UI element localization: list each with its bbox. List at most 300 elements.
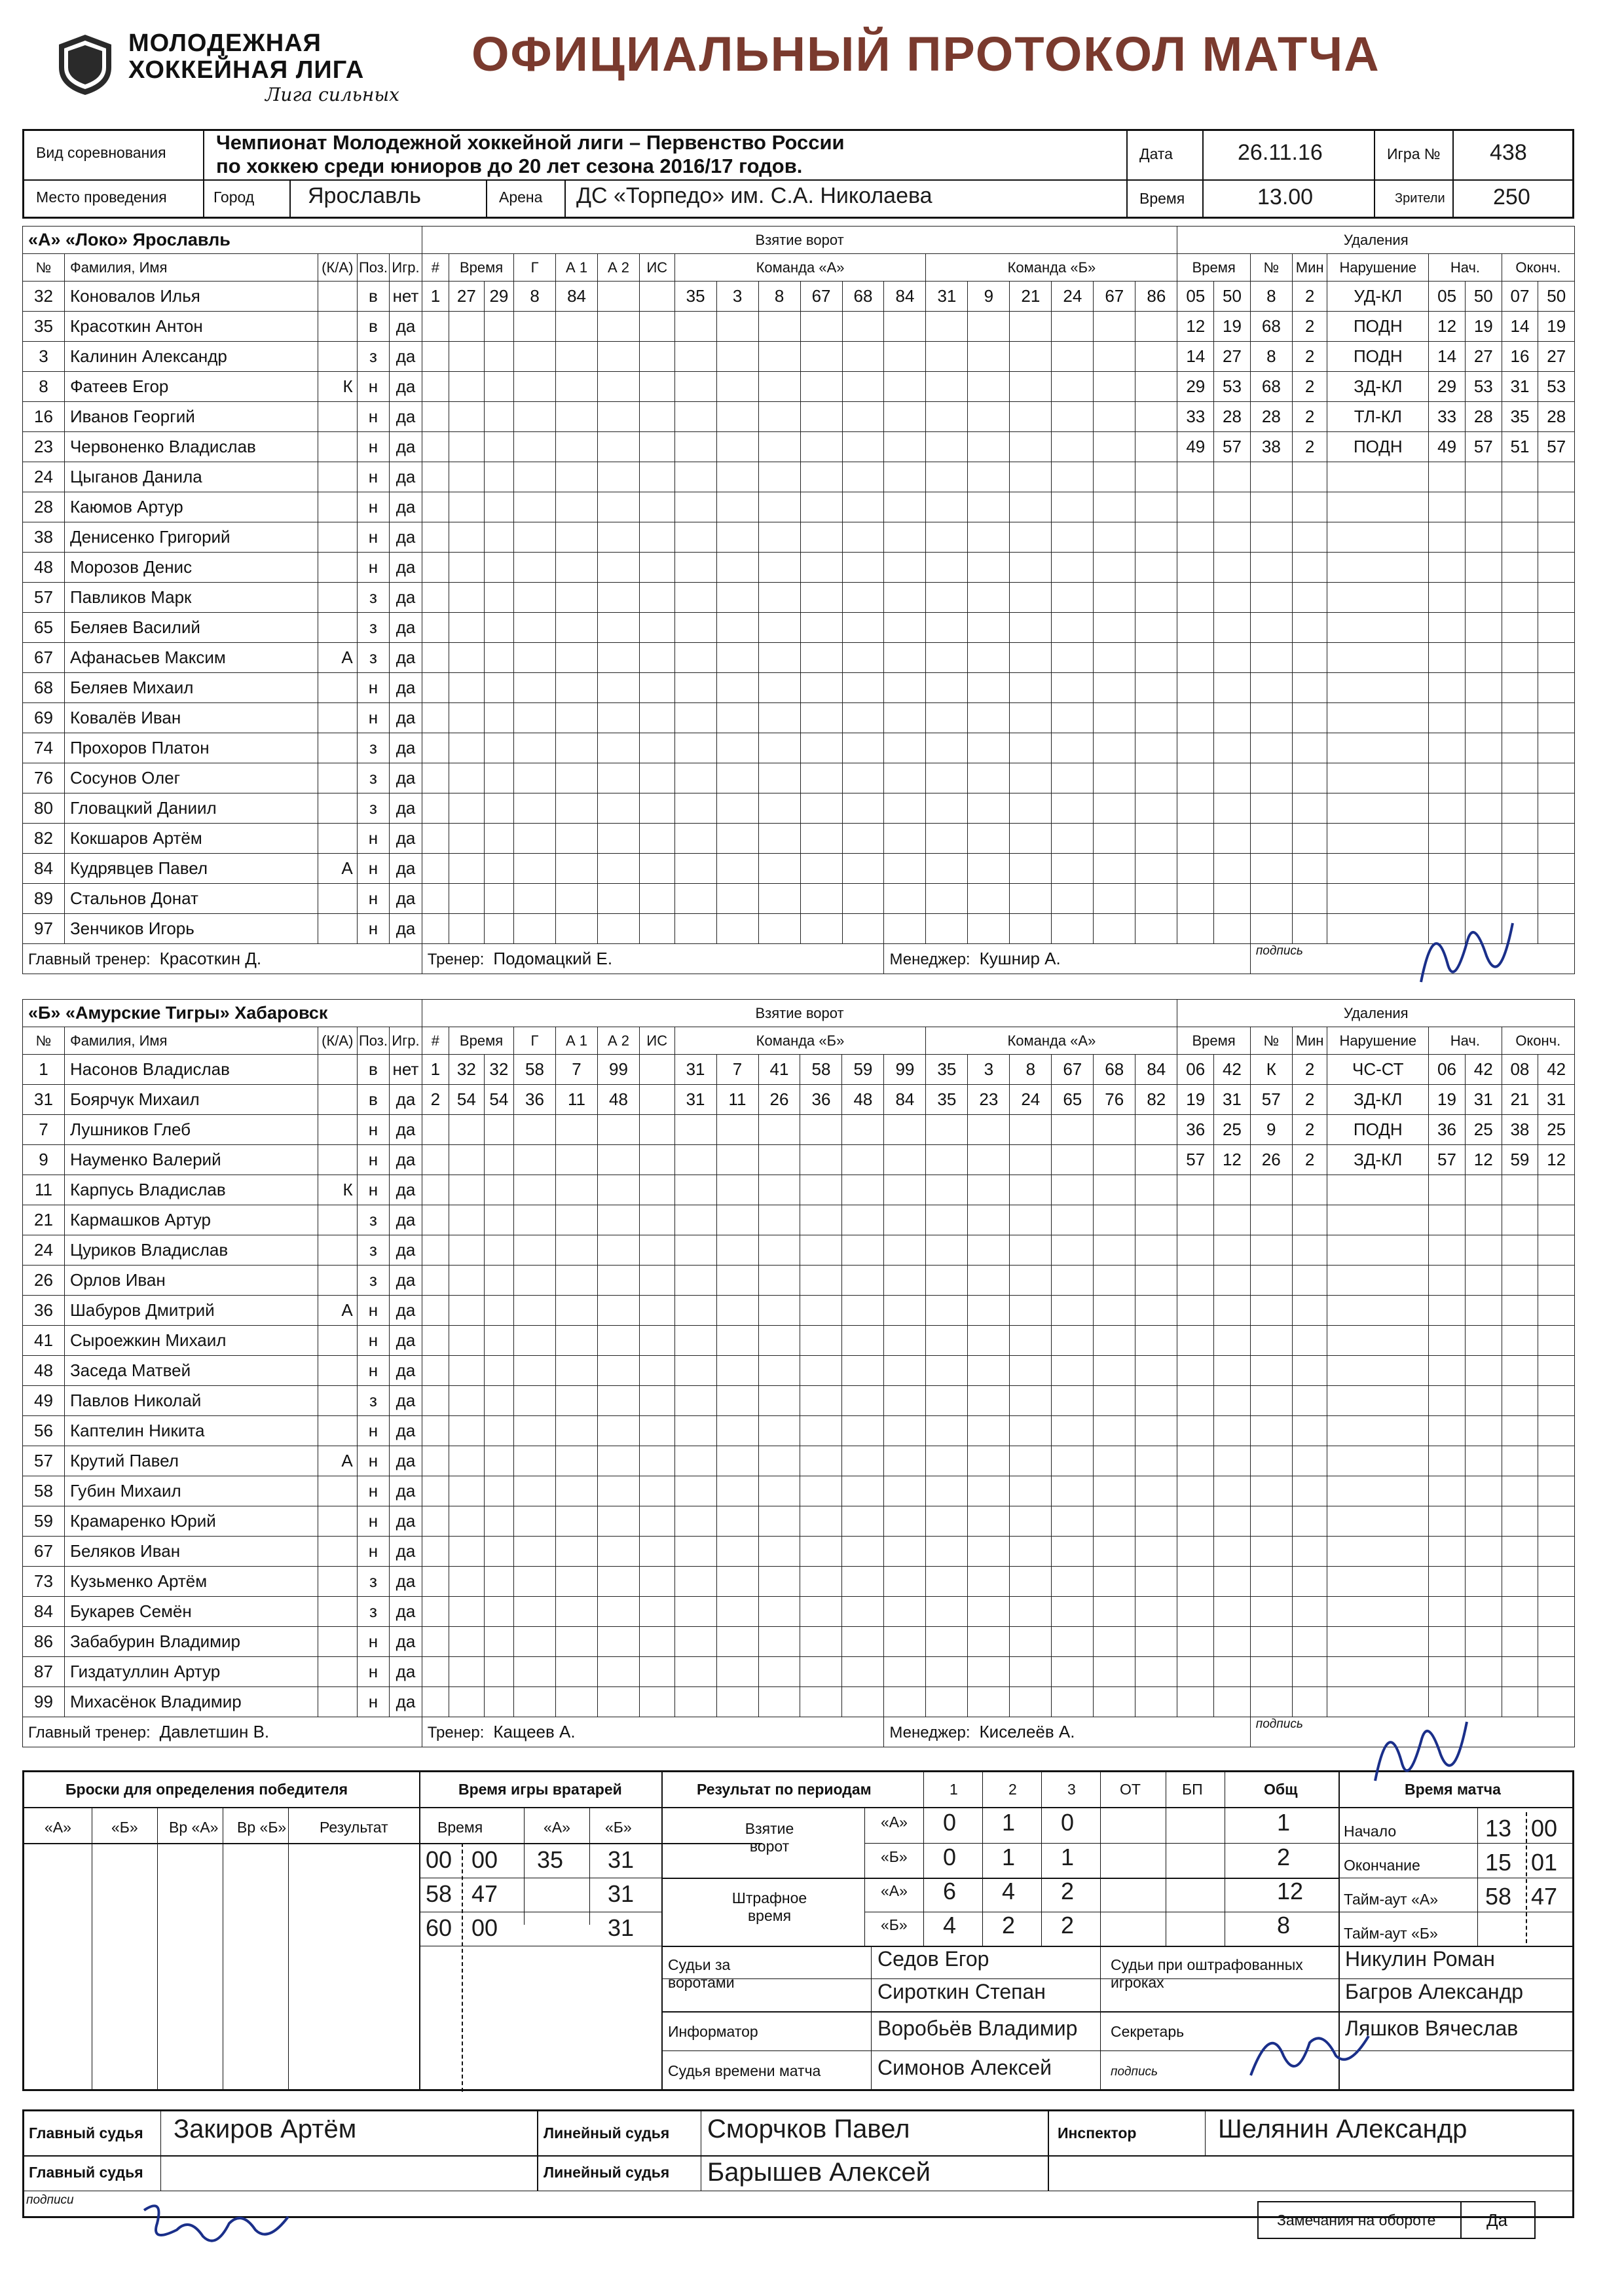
player-played: да [390, 1205, 422, 1235]
goal-second [484, 613, 513, 643]
goal-number: 2 [422, 1085, 449, 1115]
org-name-line1: МОЛОДЕЖНАЯ [128, 29, 322, 57]
period-value: 2 [1002, 1912, 1016, 1939]
player-position: н [357, 1175, 390, 1205]
penalty-end-min [1502, 553, 1538, 583]
col-name: Фамилия, Имя [64, 1027, 318, 1055]
on-ice-own [884, 1627, 926, 1657]
on-ice-opp [1010, 1657, 1052, 1687]
col-on-ice-opp: Команда «А» [926, 1027, 1177, 1055]
goal-minute [449, 1446, 485, 1476]
coach-cell [422, 1717, 884, 1747]
on-ice-opp [1094, 763, 1135, 793]
on-ice-opp [1052, 583, 1094, 613]
on-ice-opp [1052, 1657, 1094, 1687]
col-ka: (К/А) [318, 254, 357, 282]
penalty-player: 8 [1250, 342, 1292, 372]
on-ice-opp [926, 673, 968, 703]
period-value: 1 [1061, 1844, 1075, 1870]
penalty-violation [1327, 1627, 1429, 1657]
goal-second: 54 [484, 1085, 513, 1115]
player-position: н [357, 553, 390, 583]
goal-situation [640, 673, 675, 703]
on-ice-opp [968, 1296, 1010, 1326]
goal-scorer [514, 1657, 556, 1687]
coach-label: Тренер: [427, 951, 485, 968]
on-ice-own [716, 1145, 758, 1175]
on-ice-own [884, 1145, 926, 1175]
penalty-start-min [1429, 1416, 1466, 1446]
on-ice-own: 84 [884, 282, 926, 312]
on-ice-own [884, 342, 926, 372]
on-ice-opp [1135, 1446, 1177, 1476]
goal-second [484, 1115, 513, 1145]
on-ice-own [884, 372, 926, 402]
competition-line2: по хоккею среди юниоров до 20 лет сезона 2016/17 годов. [216, 155, 803, 177]
on-ice-opp [1094, 1326, 1135, 1356]
player-played: да [390, 1446, 422, 1476]
on-ice-opp [1094, 1537, 1135, 1567]
col-num: № [23, 1027, 65, 1055]
penalty-violation [1327, 1296, 1429, 1326]
penalty-end-sec [1538, 703, 1575, 733]
on-ice-opp [1010, 1296, 1052, 1326]
remarks-label: Замечания на обороте [1277, 2212, 1436, 2229]
on-ice-own [674, 613, 716, 643]
on-ice-opp [968, 492, 1010, 522]
player-position: н [357, 1356, 390, 1386]
penalty-judge-1: Никулин Роман [1345, 1947, 1495, 1971]
penalty-end-sec [1538, 1235, 1575, 1266]
goal-scorer: 8 [514, 282, 556, 312]
goal-number [422, 462, 449, 492]
team-b-coach-signature [1362, 1702, 1480, 1800]
goal-second [484, 824, 513, 854]
on-ice-opp [1010, 402, 1052, 432]
on-ice-own [674, 643, 716, 673]
goal-second [484, 402, 513, 432]
goal-situation [640, 854, 675, 884]
goals-header: Взятие ворот [422, 227, 1177, 254]
goal-situation [640, 462, 675, 492]
goal-second: 32 [484, 1055, 513, 1085]
goal-assist-2 [598, 553, 640, 583]
on-ice-opp [1135, 703, 1177, 733]
player-number: 65 [23, 613, 65, 643]
on-ice-opp: 23 [968, 1085, 1010, 1115]
on-ice-own [674, 1266, 716, 1296]
player-name: Стальнов Донат [64, 884, 318, 914]
goal-second [484, 1597, 513, 1627]
penalty-end-min [1502, 1175, 1538, 1205]
period-total: 8 [1277, 1912, 1291, 1939]
goal-assist-2 [598, 854, 640, 884]
goal-number [422, 372, 449, 402]
goal-number [422, 1386, 449, 1416]
player-position: з [357, 1597, 390, 1627]
penalty-minute [1177, 1356, 1214, 1386]
goal-situation [639, 1326, 674, 1356]
penalty-end-sec [1538, 884, 1575, 914]
player-row [23, 402, 1575, 432]
goal-number [422, 492, 449, 522]
on-ice-own [842, 1296, 884, 1326]
player-row [23, 1416, 1575, 1446]
on-ice-own [758, 763, 800, 793]
period-value: 4 [943, 1912, 957, 1939]
on-ice-own [674, 1386, 716, 1416]
penalty-start-sec [1465, 1597, 1502, 1627]
on-ice-opp [926, 613, 968, 643]
goal-scorer [514, 733, 556, 763]
on-ice-own [758, 372, 800, 402]
penalty-start-sec: 53 [1465, 372, 1502, 402]
player-role [318, 492, 357, 522]
penalty-start-sec [1465, 1416, 1502, 1446]
on-ice-opp [968, 733, 1010, 763]
on-ice-own: 67 [800, 282, 842, 312]
penalty-start-sec [1465, 492, 1502, 522]
penalty-minutes [1292, 914, 1327, 944]
on-ice-own [716, 1687, 758, 1717]
org-name-line2: ХОККЕЙНАЯ ЛИГА [128, 56, 365, 84]
penalty-player [1250, 824, 1292, 854]
player-played: да [390, 1356, 422, 1386]
on-ice-opp [968, 583, 1010, 613]
goal-scorer [514, 824, 556, 854]
player-position: н [357, 703, 390, 733]
penalty-end-min [1502, 1356, 1538, 1386]
penalty-player [1250, 583, 1292, 613]
on-ice-own [674, 914, 716, 944]
on-ice-own: 31 [674, 1055, 716, 1085]
goal-minute [449, 673, 485, 703]
penalty-second [1214, 824, 1251, 854]
on-ice-own: 68 [842, 282, 884, 312]
gk-row2-mm: 58 [426, 1880, 452, 1907]
goal-assist-1 [556, 1386, 598, 1416]
goal-situation [639, 1235, 674, 1266]
player-position: н [357, 1537, 390, 1567]
on-ice-own [716, 1537, 758, 1567]
on-ice-opp [926, 1476, 968, 1506]
goal-scorer [514, 492, 556, 522]
player-name: Боярчук Михаил [64, 1085, 318, 1115]
goal-situation [639, 1567, 674, 1597]
goal-minute [449, 1386, 485, 1416]
player-name: Лушников Глеб [64, 1115, 318, 1145]
penalty-violation [1327, 824, 1429, 854]
player-played: да [390, 884, 422, 914]
goal-number [422, 1145, 449, 1175]
goal-number [422, 854, 449, 884]
on-ice-opp [1052, 1597, 1094, 1627]
on-ice-opp [1135, 492, 1177, 522]
on-ice-own: 84 [884, 1085, 926, 1115]
period-row-team: «Б» [881, 1848, 908, 1865]
goal-number [422, 824, 449, 854]
on-ice-opp [1135, 1687, 1177, 1717]
goal-minute [449, 1537, 485, 1567]
on-ice-opp [1094, 1205, 1135, 1235]
col-pen-time: Время [1177, 254, 1250, 282]
on-ice-own [800, 824, 842, 854]
player-role [318, 282, 357, 312]
col-pos: Поз. [357, 254, 390, 282]
on-ice-opp [926, 1205, 968, 1235]
goal-minute [449, 763, 485, 793]
penalty-player [1250, 1356, 1292, 1386]
penalty-start-min [1429, 1476, 1466, 1506]
arena-label: Арена [499, 189, 543, 206]
player-played: да [390, 1657, 422, 1687]
period-col-bp: БП [1182, 1781, 1203, 1798]
on-ice-own [674, 522, 716, 553]
on-ice-opp [968, 763, 1010, 793]
on-ice-opp [1010, 1446, 1052, 1476]
goal-situation [639, 1296, 674, 1326]
penalty-minute [1177, 1296, 1214, 1326]
referee-label-2: Главный судья [29, 2164, 143, 2181]
on-ice-own [716, 613, 758, 643]
player-row [23, 432, 1575, 462]
on-ice-opp [926, 763, 968, 793]
player-played: нет [390, 282, 422, 312]
player-played: да [390, 703, 422, 733]
on-ice-opp [1135, 613, 1177, 643]
goal-minute [449, 462, 485, 492]
player-played: да [390, 583, 422, 613]
on-ice-own [716, 854, 758, 884]
linesman-2: Барышев Алексей [707, 2158, 931, 2187]
goal-scorer [514, 1506, 556, 1537]
on-ice-own [674, 824, 716, 854]
on-ice-opp [968, 1537, 1010, 1567]
on-ice-own [884, 1657, 926, 1687]
on-ice-own [758, 703, 800, 733]
manager-cell [884, 1717, 1250, 1747]
player-position: н [357, 372, 390, 402]
penalty-end-min [1502, 1205, 1538, 1235]
goal-situation [639, 1055, 674, 1085]
period-value: 1 [1002, 1809, 1016, 1836]
goal-second [484, 763, 513, 793]
penalty-minutes [1292, 1537, 1327, 1567]
goal-scorer [514, 1627, 556, 1657]
shootout-col: «А» [45, 1819, 71, 1836]
on-ice-own [842, 1205, 884, 1235]
goal-assist-2 [597, 1627, 639, 1657]
goal-scorer [514, 553, 556, 583]
on-ice-opp [1052, 1175, 1094, 1205]
on-ice-opp: 3 [968, 1055, 1010, 1085]
period-row-team: «А» [881, 1813, 908, 1831]
penalty-end-min [1502, 1567, 1538, 1597]
goal-scorer [514, 372, 556, 402]
on-ice-own [716, 342, 758, 372]
on-ice-opp [1052, 1476, 1094, 1506]
penalty-player [1250, 793, 1292, 824]
penalty-second [1214, 462, 1251, 492]
goal-assist-1 [556, 553, 598, 583]
penalty-minutes [1292, 583, 1327, 613]
penalty-player [1250, 1386, 1292, 1416]
goal-number [422, 914, 449, 944]
player-position: в [357, 1085, 390, 1115]
on-ice-opp [968, 854, 1010, 884]
penalty-minutes [1292, 1175, 1327, 1205]
goal-assist-2: 99 [597, 1055, 639, 1085]
player-played: да [390, 1537, 422, 1567]
end-m: 01 [1531, 1849, 1558, 1876]
goal-assist-1: 11 [556, 1085, 598, 1115]
penalty-end-sec [1538, 1597, 1575, 1627]
on-ice-own [716, 1205, 758, 1235]
penalty-minutes [1292, 1386, 1327, 1416]
penalty-start-min [1429, 1567, 1466, 1597]
penalty-start-sec [1465, 1657, 1502, 1687]
on-ice-opp [1010, 583, 1052, 613]
goal-situation [639, 1506, 674, 1537]
goal-minute: 27 [449, 282, 485, 312]
player-name: Красоткин Антон [64, 312, 318, 342]
on-ice-opp: 86 [1135, 282, 1177, 312]
penalty-start-min: 29 [1429, 372, 1466, 402]
penalty-end-sec [1538, 854, 1575, 884]
team-title: «А» «Локо» Ярославль [23, 227, 422, 254]
penalty-player [1250, 763, 1292, 793]
goal-assist-2 [597, 1145, 639, 1175]
player-role [318, 1476, 357, 1506]
player-role [318, 1055, 357, 1085]
penalty-violation [1327, 553, 1429, 583]
goal-number [422, 1687, 449, 1717]
goal-scorer [514, 1567, 556, 1597]
player-role [318, 1506, 357, 1537]
col-a1: А 1 [556, 1027, 598, 1055]
player-name: Иванов Георгий [64, 402, 318, 432]
on-ice-own [716, 1356, 758, 1386]
on-ice-opp [968, 1205, 1010, 1235]
on-ice-own [842, 402, 884, 432]
start-h: 13 [1485, 1815, 1512, 1842]
player-role [318, 342, 357, 372]
player-played: да [390, 1145, 422, 1175]
penalty-minutes [1292, 824, 1327, 854]
on-ice-own [800, 1175, 842, 1205]
goal-assist-2 [598, 522, 640, 553]
penalty-second: 31 [1214, 1085, 1251, 1115]
on-ice-opp: 68 [1094, 1055, 1135, 1085]
goal-number [422, 402, 449, 432]
on-ice-opp [926, 1506, 968, 1537]
on-ice-opp [1010, 553, 1052, 583]
on-ice-opp [926, 703, 968, 733]
on-ice-own [674, 1657, 716, 1687]
player-name: Кузьменко Артём [64, 1567, 318, 1597]
on-ice-own [884, 1506, 926, 1537]
on-ice-opp [968, 793, 1010, 824]
penalty-minute [1177, 462, 1214, 492]
on-ice-own [884, 1416, 926, 1446]
player-row [23, 733, 1575, 763]
on-ice-own [716, 824, 758, 854]
penalty-player: 9 [1250, 1115, 1292, 1145]
player-role: К [318, 372, 357, 402]
player-row [23, 703, 1575, 733]
on-ice-opp [1094, 1145, 1135, 1175]
player-position: з [357, 733, 390, 763]
penalty-player [1250, 643, 1292, 673]
on-ice-own [758, 613, 800, 643]
on-ice-opp [1052, 854, 1094, 884]
player-row [23, 372, 1575, 402]
on-ice-opp [1010, 793, 1052, 824]
on-ice-opp: 82 [1135, 1085, 1177, 1115]
penalty-end-min: 35 [1502, 402, 1538, 432]
col-a1: А 1 [556, 254, 598, 282]
on-ice-opp [1135, 854, 1177, 884]
penalty-second [1214, 1597, 1251, 1627]
penalty-player: 68 [1250, 372, 1292, 402]
player-name: Шабуров Дмитрий [64, 1296, 318, 1326]
match-date: 26.11.16 [1238, 140, 1323, 165]
on-ice-opp [968, 1506, 1010, 1537]
player-played: да [390, 763, 422, 793]
goal-second [484, 522, 513, 553]
on-ice-own [884, 854, 926, 884]
goal-assist-1 [556, 643, 598, 673]
on-ice-own [800, 402, 842, 432]
penalty-start-min [1429, 1205, 1466, 1235]
on-ice-own [884, 312, 926, 342]
on-ice-own: 26 [758, 1085, 800, 1115]
penalty-end-min [1502, 1266, 1538, 1296]
goal-scorer: 36 [514, 1085, 556, 1115]
on-ice-own [884, 492, 926, 522]
penalty-minute [1177, 1476, 1214, 1506]
goal-minute [449, 613, 485, 643]
on-ice-opp [1010, 1235, 1052, 1266]
player-name: Каюмов Артур [64, 492, 318, 522]
goal-situation [640, 402, 675, 432]
goal-assist-1 [556, 1657, 598, 1687]
penalty-violation [1327, 673, 1429, 703]
on-ice-opp [968, 1567, 1010, 1597]
penalty-second [1214, 1476, 1251, 1506]
on-ice-own [800, 1296, 842, 1326]
on-ice-opp [1135, 372, 1177, 402]
player-role [318, 1205, 357, 1235]
on-ice-opp [968, 1476, 1010, 1506]
penalty-second [1214, 583, 1251, 613]
player-number: 84 [23, 854, 65, 884]
goal-assist-1 [556, 312, 598, 342]
penalty-start-min [1429, 492, 1466, 522]
on-ice-opp [1010, 613, 1052, 643]
on-ice-opp [968, 1657, 1010, 1687]
goal-scorer [514, 1175, 556, 1205]
on-ice-own [884, 1296, 926, 1326]
goal-scorer: 58 [514, 1055, 556, 1085]
period-total: 2 [1277, 1844, 1291, 1870]
goal-minute [449, 1687, 485, 1717]
player-number: 76 [23, 763, 65, 793]
shootout-col: «Б» [111, 1819, 138, 1836]
penalty-player: К [1250, 1055, 1292, 1085]
penalty-violation: ПОДН [1327, 1115, 1429, 1145]
penalty-second [1214, 1506, 1251, 1537]
